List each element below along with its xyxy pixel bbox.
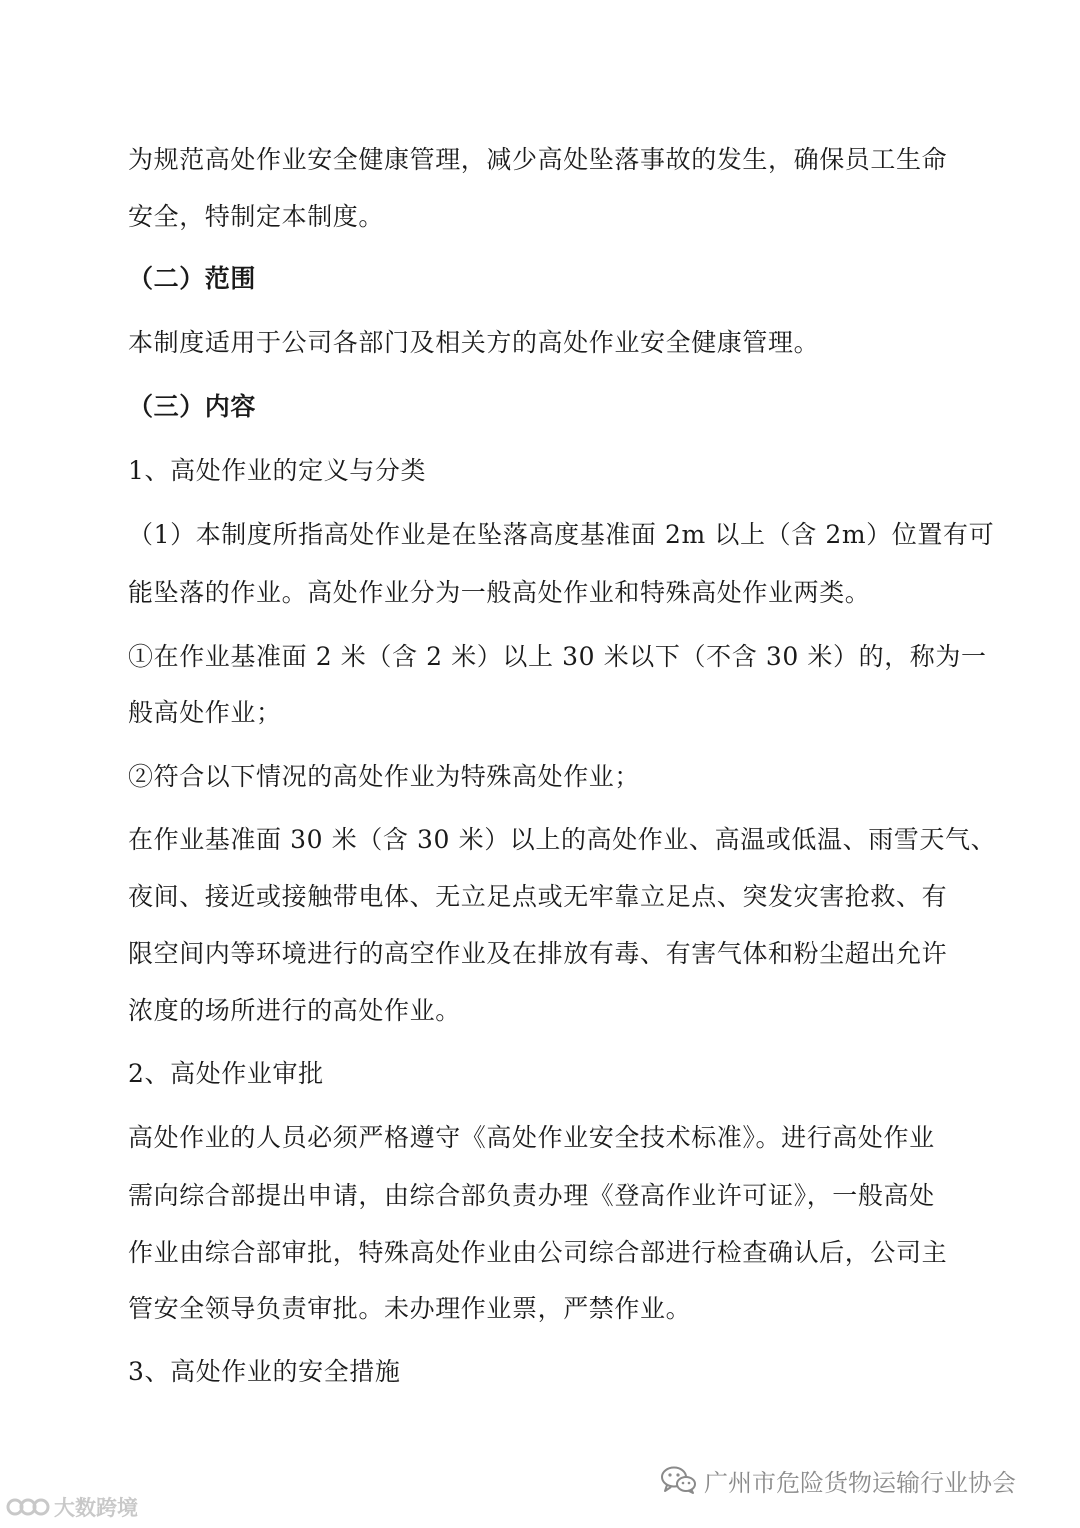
paragraph-line: 般高处作业； <box>128 698 282 727</box>
paragraph-line: 夜间、接近或接触带电体、无立足点或无牢靠立足点、突发灾害抢救、有 <box>128 882 948 911</box>
paragraph-line: 管安全领导负责审批。未办理作业票，严禁作业。 <box>128 1294 692 1323</box>
paragraph-line: 在作业基准面 30 米（含 30 米）以上的高处作业、高温或低温、雨雪天气、 <box>128 825 997 854</box>
section-heading: （三）内容 <box>128 392 257 421</box>
paragraph-line: ②符合以下情况的高处作业为特殊高处作业； <box>128 762 641 791</box>
paragraph-line: （1）本制度所指高处作业是在坠落高度基准面 2m 以上（含 2m）位置有可 <box>128 520 995 549</box>
paragraph-line: 能坠落的作业。高处作业分为一般高处作业和特殊高处作业两类。 <box>128 578 871 607</box>
paragraph-line: 为规范高处作业安全健康管理，减少高处坠落事故的发生，确保员工生命 <box>128 145 948 174</box>
paragraph-line: 本制度适用于公司各部门及相关方的高处作业安全健康管理。 <box>128 328 820 357</box>
paragraph-line: 限空间内等环境进行的高空作业及在排放有毒、有害气体和粉尘超出允许 <box>128 939 948 968</box>
wechat-icon <box>660 1465 698 1495</box>
section-heading: （二）范围 <box>128 264 257 293</box>
paragraph-line: 安全，特制定本制度。 <box>128 202 385 231</box>
brand-watermark <box>6 1492 138 1522</box>
paragraph-line: 高处作业的人员必须严格遵守《高处作业安全技术标准》。进行高处作业 <box>128 1123 935 1152</box>
paragraph-line: 作业由综合部审批，特殊高处作业由公司综合部进行检查确认后，公司主 <box>128 1238 948 1267</box>
subsection-heading: 3、高处作业的安全措施 <box>128 1357 401 1386</box>
logo-icon <box>6 1494 50 1520</box>
watermark-label: 广州市危险货物运输行业协会 <box>704 1468 1016 1497</box>
paragraph-line: 需向综合部提出申请，由综合部负责办理《登高作业许可证》，一般高处 <box>128 1181 935 1210</box>
paragraph-line: 浓度的场所进行的高处作业。 <box>128 996 461 1025</box>
source-watermark <box>660 1460 1016 1500</box>
watermark-label: 大数跨境 <box>54 1496 138 1520</box>
subsection-heading: 2、高处作业审批 <box>128 1059 324 1088</box>
paragraph-line: ①在作业基准面 2 米（含 2 米）以上 30 米以下（不含 30 米）的，称为一 <box>128 642 987 671</box>
subsection-heading: 1、高处作业的定义与分类 <box>128 456 427 485</box>
